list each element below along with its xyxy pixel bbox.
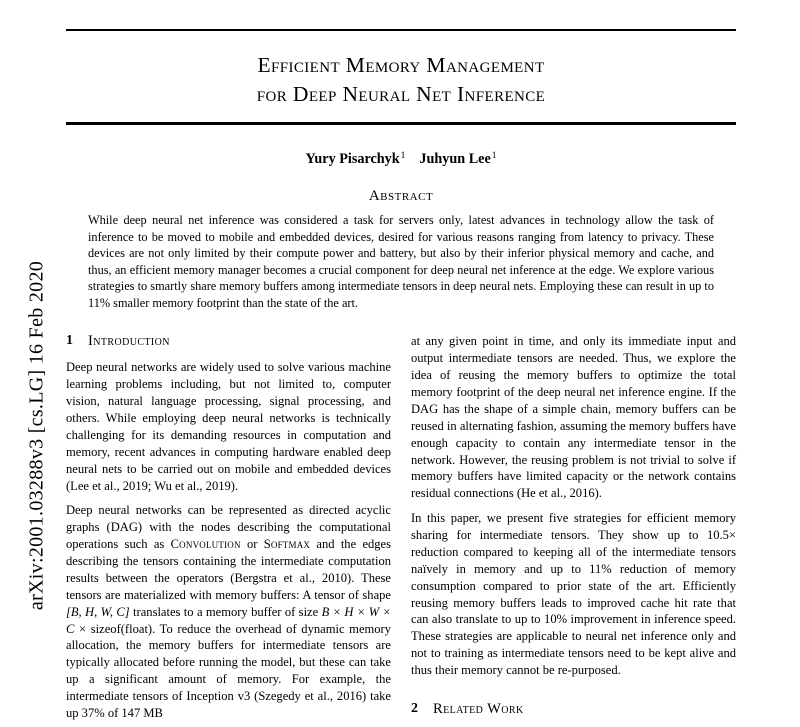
intro-p2-segment: Deep neural networks can be represented as directed acyclic graphs (DAG) with the nodes describing the computational operations such as — [66, 503, 391, 552]
two-column-body — [66, 333, 736, 727]
tensor-shape-expression: [B, H, W, C] — [66, 604, 130, 619]
right-column — [411, 333, 736, 727]
section-title: Introduction — [88, 333, 170, 350]
author-name: Yury Pisarchyk — [305, 151, 400, 168]
right-paragraph-continued: at any given point in time, and only its immediate input and output intermediate tensors are needed. Thus, we explore the idea of reusing the memory buffers to optimize the total memory footprint of the deep neural net inference engine. If the DAG has the shape of a simple chain, memory buffers can be reused in alternating fashion, assuming the memory buffers have enough capacity to contain any intermediate tensor in the network. However, the reusing problem is not trivial to solve if memory buffers have limited capacity or the network contains residual connections (He et al., 2016). — [411, 334, 736, 501]
section-heading-related-work — [411, 701, 736, 718]
header-rule-top — [66, 29, 736, 31]
intro-paragraph-2 — [66, 502, 391, 721]
header-rule-under-title — [66, 122, 736, 124]
intro-p2-segment: × sizeof(float). To reduce the overhead of dynamic memory allocation, the memory buffers for intermediate tensors are typically allocated before running the model, but these can take up a significant amount of memory. For example, the intermediate tensors of Inception v3 (Szegedy et al., 2016) take up 37% of 147 MB — [66, 621, 391, 720]
right-paragraph-contributions: In this paper, we present five strategies for efficient memory sharing for intermediate tensors. They show up to 10.5× reduction compared to keeping all of the intermediate tensors naïvely in memory and up to 11% reduction of memory consumption compared to prior state of the art. Efficiently reusing memory buffers leads to improved cache hit rate that can also translate to up to 10% improvement in inference speed. These strategies are applicable to neural net inference only and not to training as intermediate tensors need to be kept alive and thus their memory cannot be re-purposed. — [411, 511, 736, 678]
author-entry — [419, 151, 496, 167]
author-list — [66, 151, 736, 169]
section-title: Related Work — [433, 700, 524, 717]
operator-name-softmax: Softmax — [263, 537, 311, 552]
title-line-2: for Deep Neural Net Inference — [256, 81, 546, 106]
author-entry — [305, 151, 405, 167]
buffer-size-expression: B × H × W × C — [66, 604, 391, 636]
title-line-1: Efficient Memory Management — [257, 53, 545, 78]
section-heading-introduction — [66, 333, 391, 350]
left-column — [66, 333, 391, 727]
author-affiliation-marker: 1 — [491, 150, 497, 161]
operator-name-convolution: Convolution — [170, 537, 241, 552]
section-spacer — [411, 687, 736, 701]
arxiv-submission-stamp: arXiv:2001.03288v3 [cs.LG] 16 Feb 2020 — [25, 260, 48, 611]
section-number: 2 — [411, 700, 419, 716]
author-name: Juhyun Lee — [419, 151, 491, 168]
intro-p2-segment: translates to a memory buffer of size — [129, 604, 322, 619]
intro-p2-segment: or — [240, 537, 264, 552]
abstract-text: While deep neural net inference was considered a task for servers only, latest advances in technology allow the task of inference to be moved to mobile and embedded devices, desired for various reasons ranging from latency to privacy. These devices are not only limited by their compute power and battery, but also by their inferior physical memory and cache, and thus, an efficient memory manager becomes a crucial component for deep neural net inference at the edge. We explore various strategies to smartly share memory buffers among intermediate tensors in deep neural nets. Employing these can result in up to 11% smaller memory footprint than the state of the art. — [88, 213, 714, 310]
section-number: 1 — [66, 333, 74, 349]
author-affiliation-marker: 1 — [400, 150, 406, 161]
intro-p2-segment: and the edges describing the tensors containing the intermediate computation results between the operators (Bergstra et al., 2010). These tensors are materialized with memory buffers: A tensor of shape — [66, 537, 392, 602]
paper-page — [66, 0, 736, 720]
abstract-heading: Abstract — [368, 188, 434, 205]
intro-paragraph-1: Deep neural networks are widely used to solve various machine learning problems including, but not limited to, computer vision, natural language processing, signal processing, and others. While employing deep neural networks is technically challenging for its demanding resources in computation and memory, recent advances in computing hardware enabled deep neural nets to be carried out on mobile and embedded devices (Lee et al., 2019; Wu et al., 2019). — [66, 360, 391, 493]
page-title — [66, 51, 736, 108]
